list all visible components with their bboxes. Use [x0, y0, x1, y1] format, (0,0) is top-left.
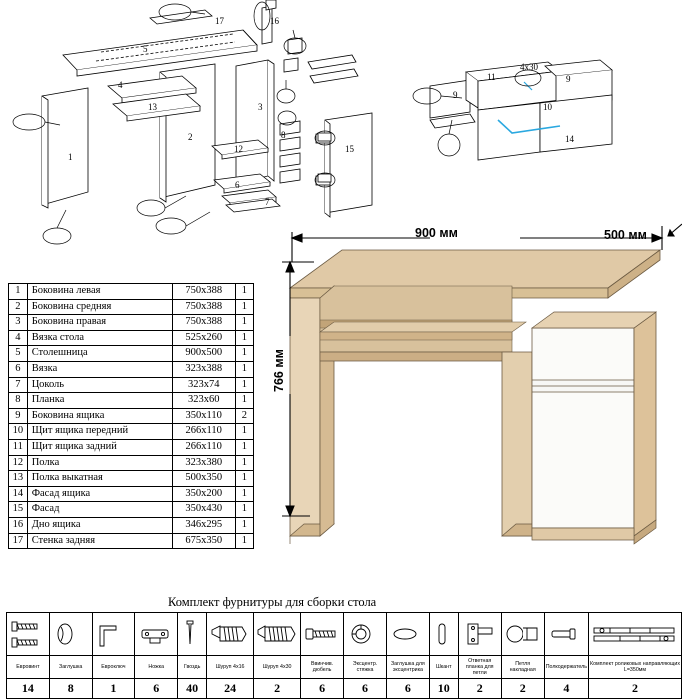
svg-text:7: 7	[265, 197, 270, 207]
parts-cell-idx: 10	[9, 424, 28, 440]
parts-cell-qty: 1	[235, 346, 253, 362]
parts-cell-qty: 1	[235, 299, 253, 315]
table-row	[9, 455, 254, 471]
parts-cell-name: Столешница	[27, 346, 172, 362]
parts-cell-dim: 750x388	[172, 284, 235, 300]
hardware-qty: 6	[135, 679, 178, 699]
parts-cell-name: Боковина правая	[27, 315, 172, 331]
parts-cell-name: Дно ящика	[27, 517, 172, 533]
svg-text:4: 4	[118, 80, 123, 90]
hardware-label: Петля накладная	[501, 656, 544, 679]
parts-cell-name: Полка	[27, 455, 172, 471]
hardware-table	[6, 612, 682, 699]
hinge-icon	[501, 613, 544, 656]
leg-icon	[135, 613, 178, 656]
parts-cell-dim: 266х110	[172, 439, 235, 455]
eurokey-icon	[92, 613, 135, 656]
svg-text:9: 9	[453, 90, 458, 100]
parts-cell-idx: 13	[9, 471, 28, 487]
hardware-label: Ввинчив. дюбель	[301, 656, 344, 679]
parts-cell-qty: 1	[235, 361, 253, 377]
table-row	[9, 408, 254, 424]
parts-cell-idx: 5	[9, 346, 28, 362]
hardware-label: Заглушка	[49, 656, 92, 679]
parts-cell-dim: 350х200	[172, 486, 235, 502]
parts-cell-idx: 12	[9, 455, 28, 471]
table-row	[9, 502, 254, 518]
table-row	[9, 284, 254, 300]
hardware-qty: 1	[92, 679, 135, 699]
hardware-qty: 2	[254, 679, 301, 699]
hardware-qty-row	[7, 679, 682, 699]
screw-in-dowel-icon	[301, 613, 344, 656]
parts-cell-qty: 1	[235, 502, 253, 518]
slides-icon	[588, 613, 681, 656]
hardware-qty: 6	[386, 679, 429, 699]
parts-cell-idx: 6	[9, 361, 28, 377]
parts-table	[8, 283, 254, 549]
parts-cell-qty: 1	[235, 424, 253, 440]
hardware-label: Шуруп 4х16	[207, 656, 254, 679]
parts-cell-idx: 15	[9, 502, 28, 518]
parts-cell-idx: 7	[9, 377, 28, 393]
parts-cell-qty: 2	[235, 408, 253, 424]
hardware-label: Шкант	[429, 656, 458, 679]
hardware-icon-row	[7, 613, 682, 656]
shelf-holder-icon	[544, 613, 588, 656]
parts-cell-name: Щит ящика передний	[27, 424, 172, 440]
parts-cell-qty: 1	[235, 455, 253, 471]
parts-cell-dim: 750x388	[172, 315, 235, 331]
parts-cell-name: Вязка	[27, 361, 172, 377]
table-row	[9, 486, 254, 502]
hardware-qty: 14	[7, 679, 50, 699]
parts-cell-name: Боковина средняя	[27, 299, 172, 315]
svg-text:8: 8	[281, 130, 286, 140]
cap-icon	[49, 613, 92, 656]
table-row	[9, 533, 254, 549]
parts-cell-idx: 14	[9, 486, 28, 502]
svg-text:15: 15	[345, 144, 354, 154]
svg-text:10: 10	[543, 102, 552, 112]
parts-cell-dim: 323х74	[172, 377, 235, 393]
hardware-kit-title: Комплект фурнитуры для сборки стола	[168, 595, 377, 609]
table-row	[9, 361, 254, 377]
hardware-qty: 6	[344, 679, 387, 699]
parts-cell-dim: 750x388	[172, 299, 235, 315]
parts-cell-idx: 3	[9, 315, 28, 331]
parts-cell-dim: 675х350	[172, 533, 235, 549]
parts-cell-dim: 323х60	[172, 393, 235, 409]
parts-cell-qty: 1	[235, 439, 253, 455]
parts-cell-dim: 350х110	[172, 408, 235, 424]
parts-cell-dim: 323х388	[172, 361, 235, 377]
table-row	[9, 377, 254, 393]
parts-cell-qty: 1	[235, 471, 253, 487]
parts-cell-name: Щит ящика задний	[27, 439, 172, 455]
hardware-qty: 2	[458, 679, 501, 699]
hardware-qty: 8	[49, 679, 92, 699]
parts-cell-dim: 500х350	[172, 471, 235, 487]
depth-dimension-label: 500 мм	[604, 228, 647, 242]
hardware-label: Полкодержатель	[544, 656, 588, 679]
nail-icon	[178, 613, 207, 656]
parts-cell-dim: 900х500	[172, 346, 235, 362]
svg-text:1: 1	[68, 152, 73, 162]
parts-cell-idx: 8	[9, 393, 28, 409]
parts-cell-qty: 1	[235, 315, 253, 331]
parts-cell-idx: 17	[9, 533, 28, 549]
hinge-plate-icon	[458, 613, 501, 656]
svg-text:5: 5	[143, 44, 148, 54]
hardware-label: Ответная планка для петли	[458, 656, 501, 679]
hardware-label: Комплект роликовых направляющих L=350мм	[588, 656, 681, 679]
svg-text:16: 16	[270, 16, 279, 26]
dimension-arrows	[270, 216, 682, 568]
parts-cell-name: Планка	[27, 393, 172, 409]
screw4x16-icon	[207, 613, 254, 656]
svg-text:12: 12	[234, 144, 243, 154]
eccentric-tie-icon	[344, 613, 387, 656]
svg-text:3: 3	[258, 102, 263, 112]
parts-cell-qty: 1	[235, 533, 253, 549]
hardware-qty: 10	[429, 679, 458, 699]
table-row	[9, 299, 254, 315]
svg-text:17: 17	[215, 16, 224, 26]
table-row	[9, 471, 254, 487]
hardware-label: Ножка	[135, 656, 178, 679]
parts-cell-idx: 11	[9, 439, 28, 455]
parts-cell-idx: 16	[9, 517, 28, 533]
parts-cell-qty: 1	[235, 393, 253, 409]
table-row	[9, 346, 254, 362]
svg-text:9: 9	[566, 74, 571, 84]
parts-cell-dim: 346х295	[172, 517, 235, 533]
parts-cell-name: Боковина левая	[27, 284, 172, 300]
parts-cell-qty: 1	[235, 284, 253, 300]
hardware-label: Шуруп 4х30	[254, 656, 301, 679]
hardware-qty: 24	[207, 679, 254, 699]
parts-cell-idx: 9	[9, 408, 28, 424]
table-row	[9, 393, 254, 409]
parts-cell-name: Фасад ящика	[27, 486, 172, 502]
svg-text:6: 6	[235, 180, 240, 190]
svg-text:13: 13	[148, 102, 157, 112]
table-row	[9, 330, 254, 346]
eccentric-cap-icon	[386, 613, 429, 656]
parts-cell-qty: 1	[235, 517, 253, 533]
svg-text:11: 11	[487, 72, 496, 82]
parts-cell-dim: 350х430	[172, 502, 235, 518]
hardware-label: Гвоздь	[178, 656, 207, 679]
parts-cell-dim: 266х110	[172, 424, 235, 440]
hardware-qty: 40	[178, 679, 207, 699]
hardware-label-row	[7, 656, 682, 679]
parts-cell-qty: 1	[235, 486, 253, 502]
parts-cell-name: Боковина ящика	[27, 408, 172, 424]
table-row	[9, 315, 254, 331]
svg-text:2: 2	[188, 132, 193, 142]
svg-text:14: 14	[565, 134, 574, 144]
parts-cell-dim: 323х380	[172, 455, 235, 471]
eurovint-icon	[7, 613, 50, 656]
hardware-label: Эксцентр. стяжка	[344, 656, 387, 679]
parts-cell-name: Цоколь	[27, 377, 172, 393]
parts-cell-name: Вязка стола	[27, 330, 172, 346]
table-row	[9, 517, 254, 533]
hardware-qty: 2	[588, 679, 681, 699]
table-row	[9, 424, 254, 440]
dowel-icon	[429, 613, 458, 656]
screw4x30-icon	[254, 613, 301, 656]
svg-text:4х30: 4х30	[520, 62, 538, 72]
parts-cell-qty: 1	[235, 377, 253, 393]
hardware-qty: 6	[301, 679, 344, 699]
hardware-label: Заглушка для эксцентрика	[386, 656, 429, 679]
hardware-label: Евроключ	[92, 656, 135, 679]
parts-cell-idx: 2	[9, 299, 28, 315]
hardware-qty: 4	[544, 679, 588, 699]
parts-cell-qty: 1	[235, 330, 253, 346]
parts-cell-name: Полка выкатная	[27, 471, 172, 487]
parts-cell-name: Фасад	[27, 502, 172, 518]
hardware-qty: 2	[501, 679, 544, 699]
parts-cell-idx: 4	[9, 330, 28, 346]
width-dimension-label: 900 мм	[415, 226, 458, 240]
table-row	[9, 439, 254, 455]
parts-cell-idx: 1	[9, 284, 28, 300]
hardware-label: Евровинт	[7, 656, 50, 679]
height-dimension-label: 766 мм	[272, 349, 286, 392]
parts-cell-dim: 525х260	[172, 330, 235, 346]
parts-cell-name: Стенка задняя	[27, 533, 172, 549]
